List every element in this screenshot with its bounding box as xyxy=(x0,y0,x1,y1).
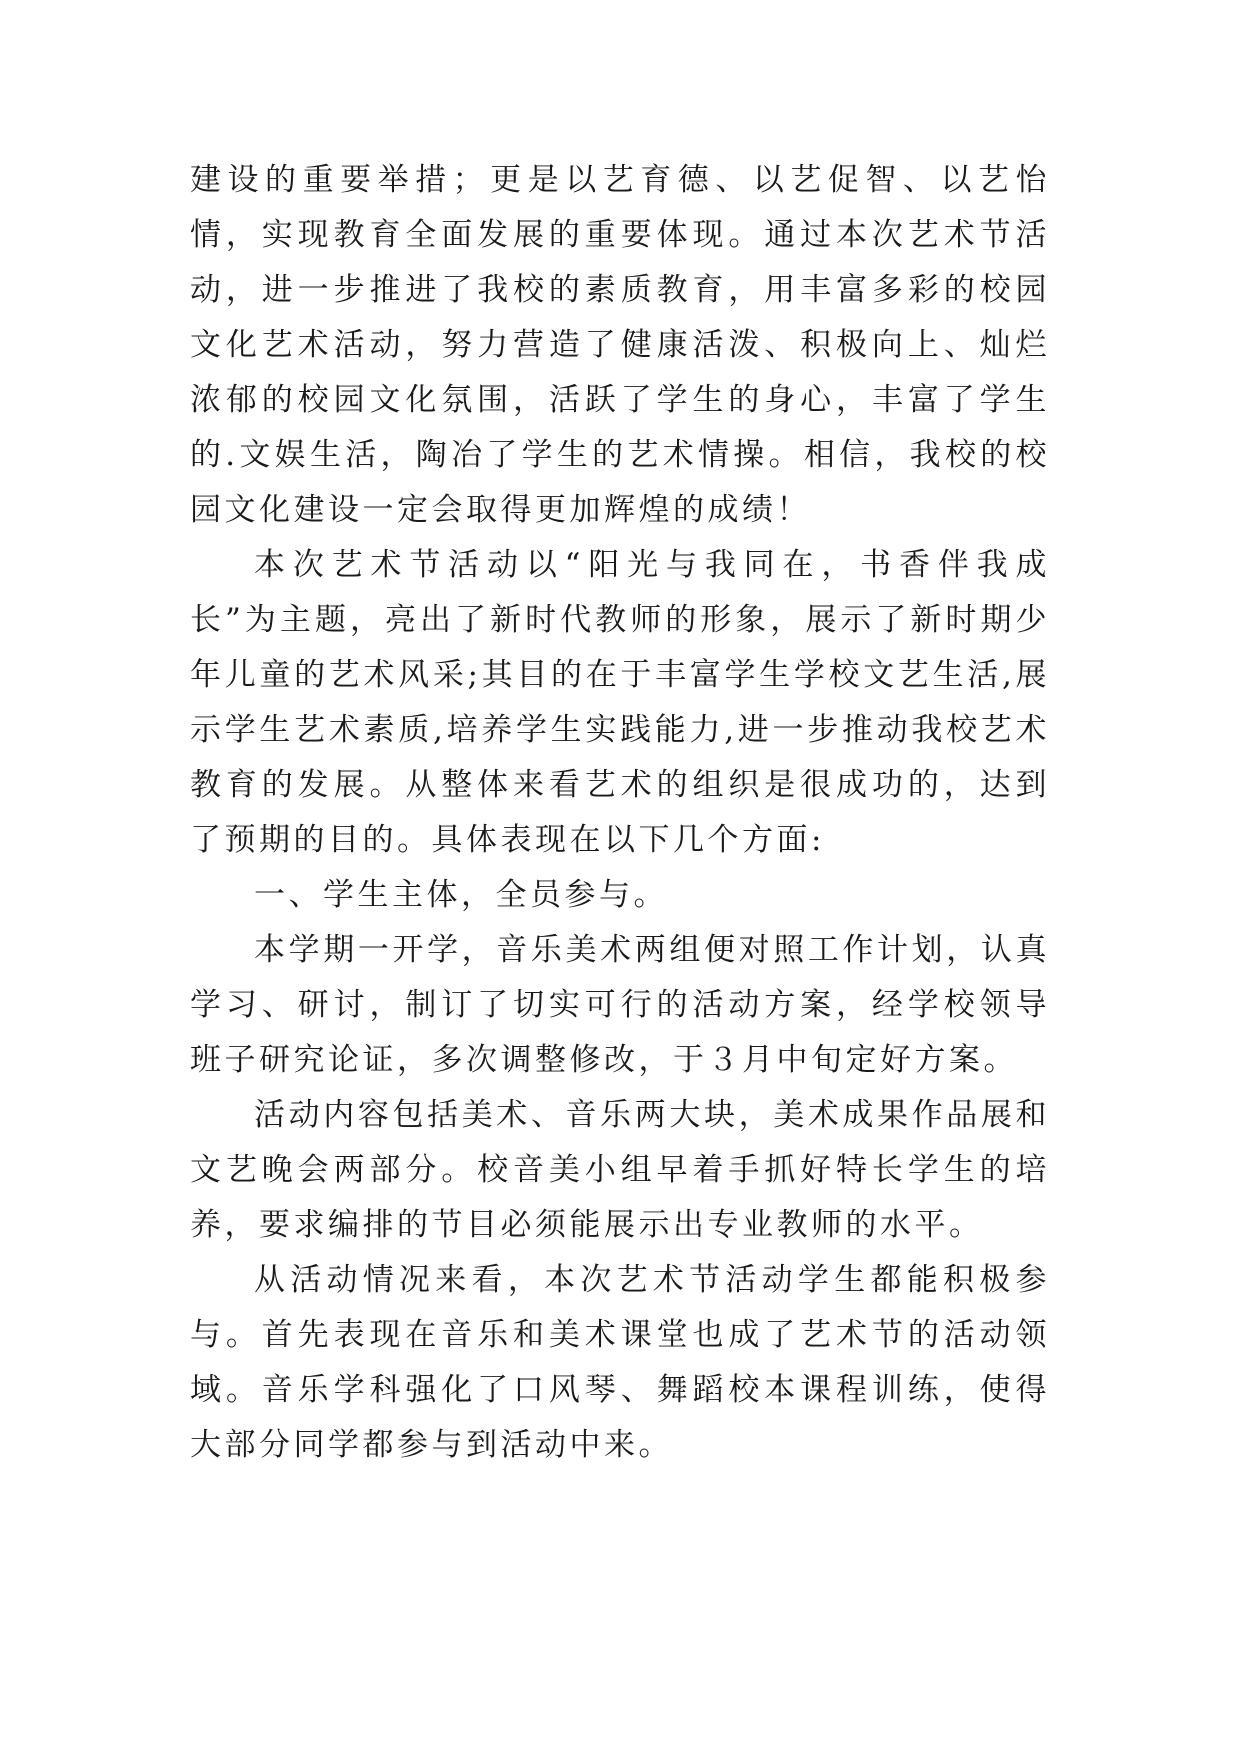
paragraph-theme: 本次艺术节活动以“阳光与我同在，书香伴我成长”为主题，亮出了新时代教师的形象，展示了新时期少年儿童的艺术风采;其目的在于丰富学生学校文艺生活,展示学生艺术素质,培养学生实践能力,进一步推动我校艺术教育的发展。从整体来看艺术的组织是很成功的，达到了预期的目的。具体表现在以下几个方面: xyxy=(190,547,1050,858)
section-heading: 一、学生主体，全员参与。 xyxy=(254,877,668,913)
paragraph-content: 活动内容包括美术、音乐两大块，美术成果作品展和文艺晚会两部分。校音美小组早着手抓好特长学生的培养，要求编排的节目必须能展示出专业教师的水平。 xyxy=(190,1097,1050,1243)
paragraph-planning: 本学期一开学，音乐美术两组便对照工作计划，认真学习、研讨，制订了切实可行的活动方案，经学校领导班子研究论证，多次调整修改，于３月中旬定好方案。 xyxy=(190,932,1050,1078)
paragraph-participation: 从活动情况来看，本次艺术节活动学生都能积极参与。首先表现在音乐和美术课堂也成了艺术节的活动领域。音乐学科强化了口风琴、舞蹈校本课程训练，使得大部分同学都参与到活动中来。 xyxy=(190,1262,1050,1463)
document-page xyxy=(190,153,1050,1473)
paragraph-conclusion: 建设的重要举措；更是以艺育德、以艺促智、以艺怡情，实现教育全面发展的重要体现。通过本次艺术节活动，进一步推进了我校的素质教育，用丰富多彩的校园文化艺术活动，努力营造了健康活泼、积极向上、灿烂浓郁的校园文化氛围，活跃了学生的身心，丰富了学生的.文娱生活，陶冶了学生的艺术情操。相信，我校的校园文化建设一定会取得更加辉煌的成绩！ xyxy=(190,162,1050,528)
